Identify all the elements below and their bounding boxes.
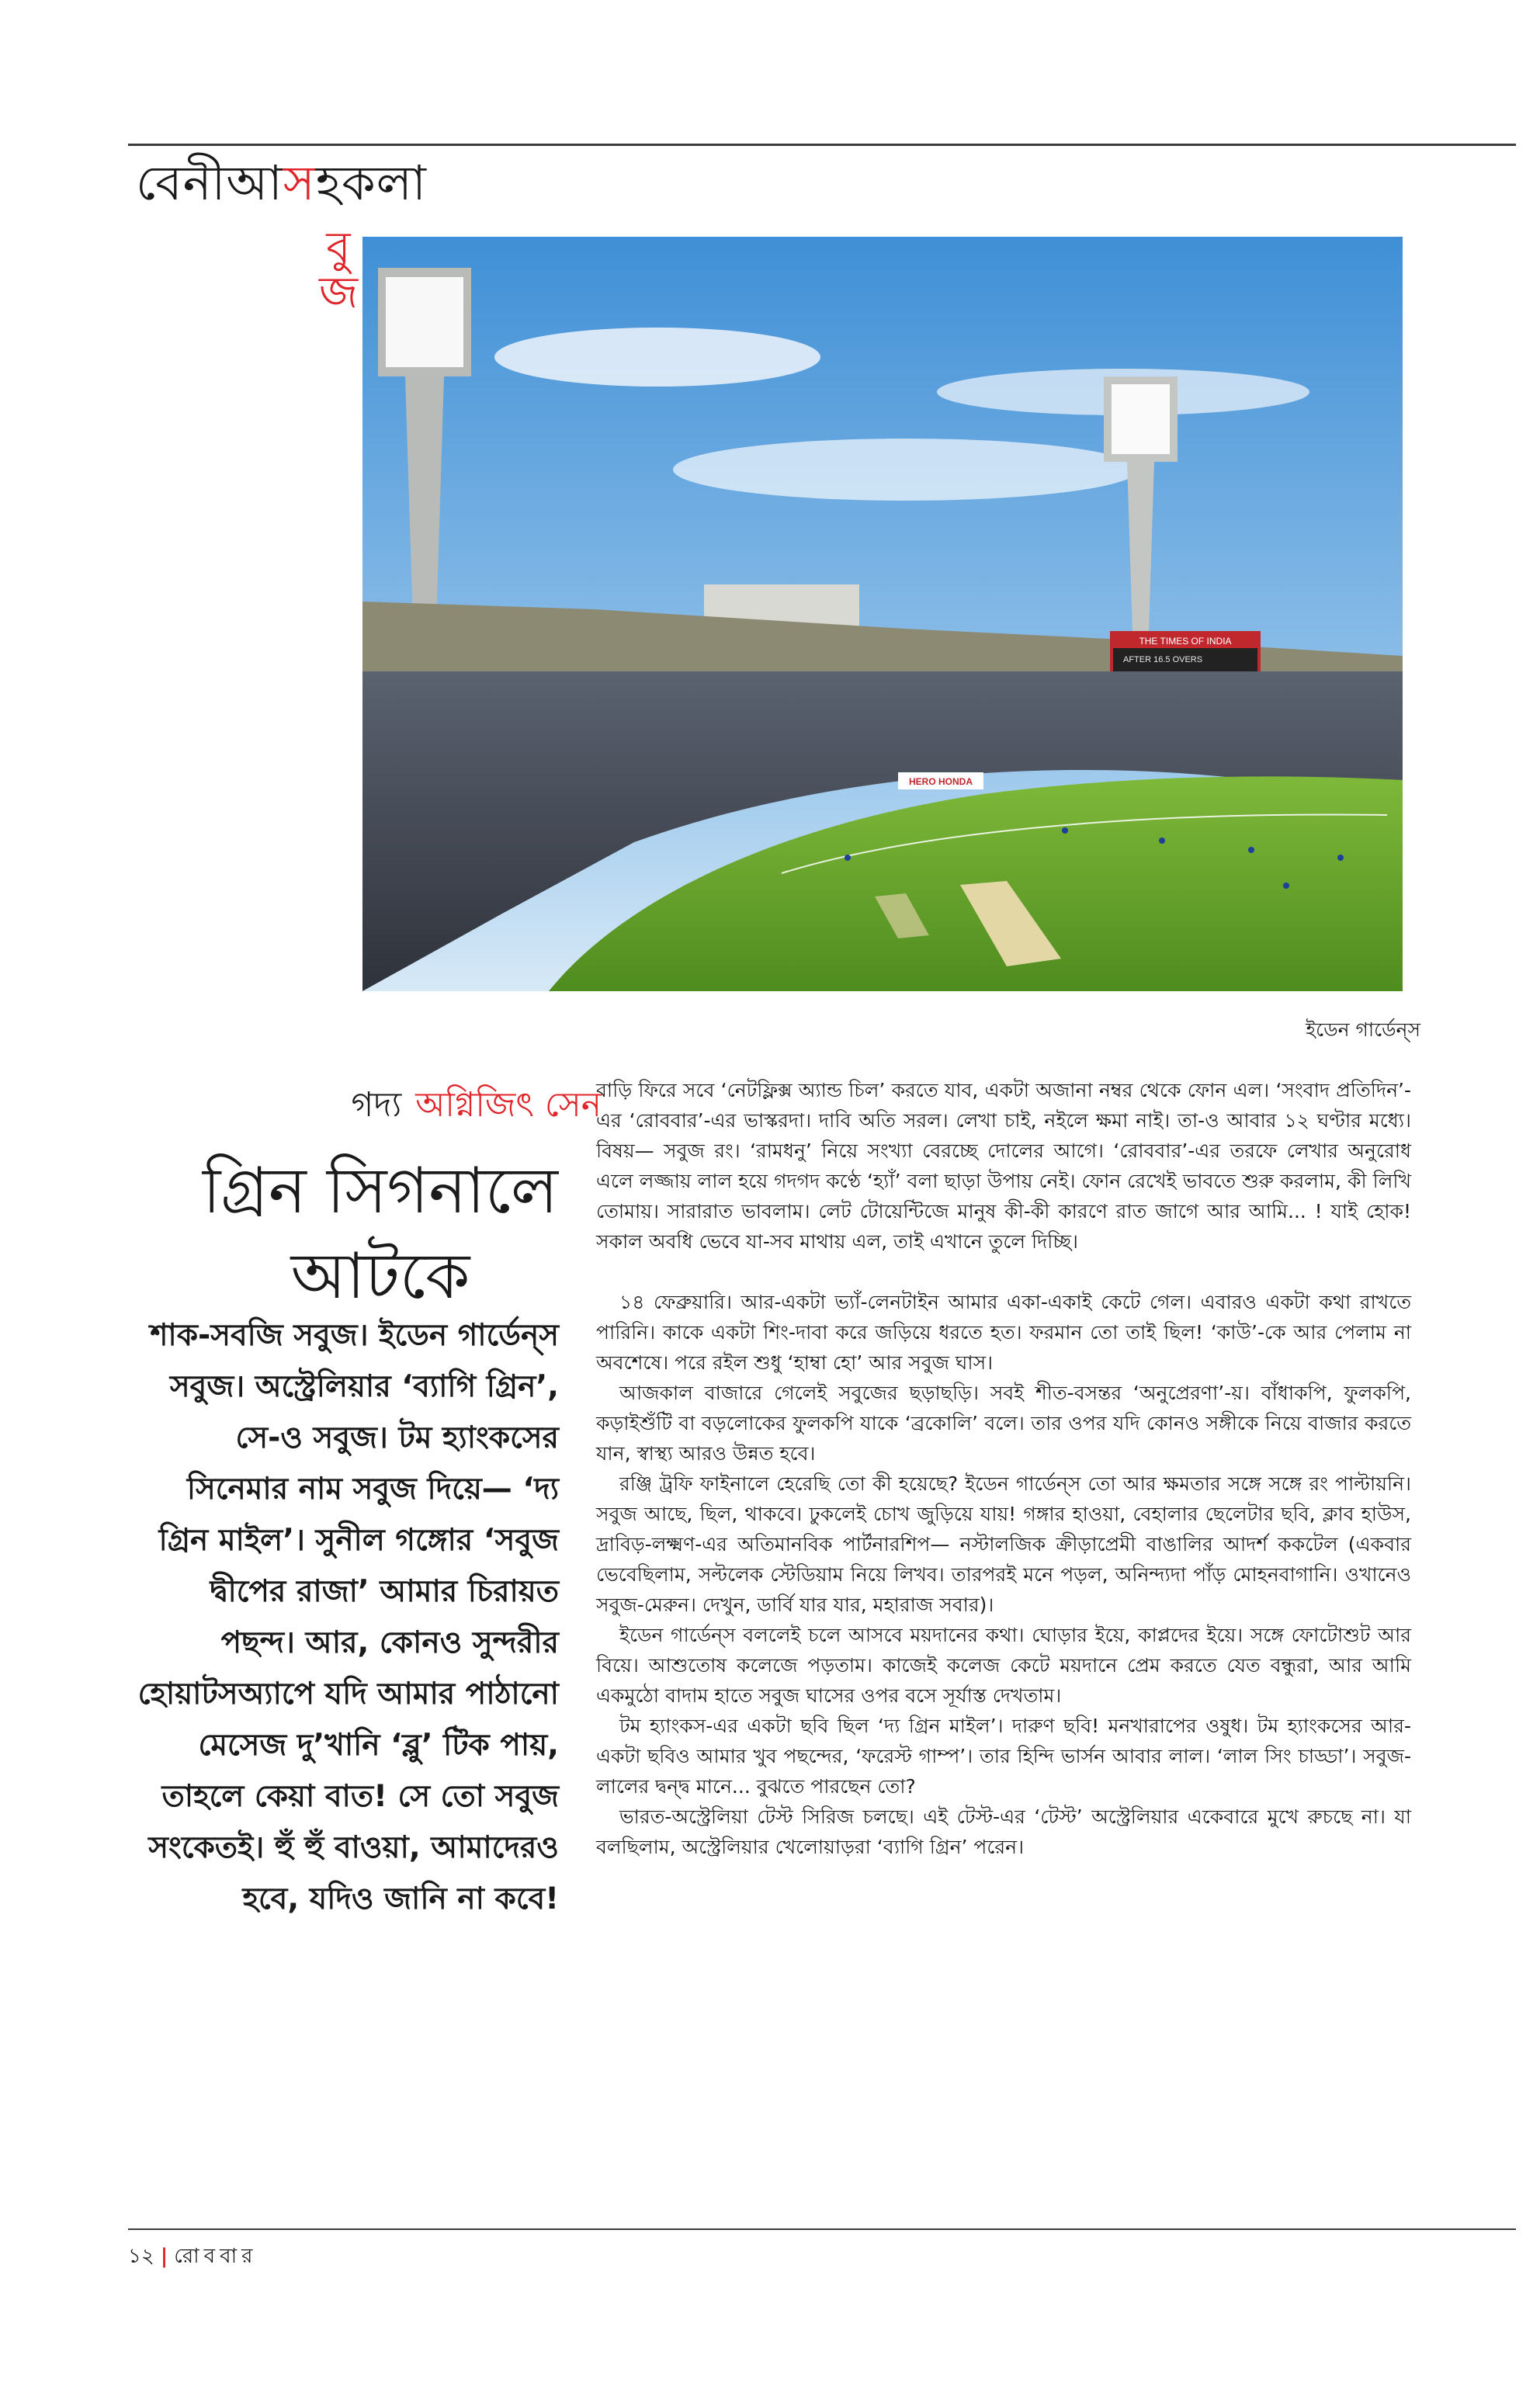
paragraph: রঞ্জি ট্রফি ফাইনালে হেরেছি তো কী হয়েছে? ইডেন গার্ডেন্‌স তো আর ক্ষমতার সঙ্গে সঙ্গে রং পাল্টায়নি। সবুজ আছে, ছিল, থাকবে। ঢুকলেই চোখ জুড়িয়ে যায়! গঙ্গার হাওয়া, বেহালার ছেলেটার ছবি, ক্লাব হাউস, দ্রাবিড়-লক্ষ্মণ-এর অতিমানবিক পার্টনারশিপ— নস্টালজিক ক্রীড়াপ্রেমী বাঙালির আদর্শ ককটেল (একবার ভেবেছিলাম, সল্টলেক স্টেডিয়াম নিয়ে লিখব। তারপরই মনে পড়ল, অনিন্দ্যদা পাঁড় মোহনবাগানি। ওখানেও সবুজ-মেরুন। দেখুন, ডার্বি যার যার, মহারাজ সবার)। [596, 1472, 1411, 1616]
paragraph: বাড়ি ফিরে সবে ‘নেটফ্লিক্স অ্যান্ড চিল’ করতে যাব, একটা অজানা নম্বর থেকে ফোন এল। ‘সংবাদ প্রতিদিন’-এর ‘রোববার’-এর ভাস্করদা। দাবি অতি সরল। লেখা চাই, নইলে ক্ষমা নাই। তা-ও আবার ১২ ঘণ্টার মধ্যে। বিষয়— সবুজ রং। ‘রামধনু’ নিয়ে সংখ্যা বেরচ্ছে দোলের আগে। ‘রোববার’-এর তরফে লেখার অনুরোধ এলে লজ্জায় লাল হয়ে গদগদ কণ্ঠে ‘হ্যাঁ’ বলা ছাড়া উপায় নেই। ফোন রেখেই ভাবতে শুরু করলাম, কী লিখি তোমায়। সারারাত ভাবলাম। লেট টোয়েন্টিজে মানুষ কী-কী কারণে রাত জাগে আর আমি... ! যাই হোক! সকাল অবধি ভেবে যা-সব মাথায় এল, তাই এখানে তুলে দিচ্ছি। [596, 1079, 1411, 1253]
page-footer [128, 2240, 257, 2274]
article-body [596, 1075, 1411, 1862]
accent-letter: বু [326, 223, 351, 273]
page-number: ১২ [128, 2245, 154, 2268]
hoarding-text: HERO HONDA [908, 776, 973, 787]
headline: গ্রিন সিগনালে আটকে [202, 1154, 559, 1313]
floodlight-left-lamps [386, 277, 463, 367]
paragraph: ইডেন গার্ডেন্‌স বললেই চলে আসবে ময়দানের কথা। ঘোড়ার ইয়ে, কাপ্লদের ইয়ে। সঙ্গে ফোটোশুট আর বিয়ে। আশুতোষ কলেজে পড়তাম। কাজেই কলেজ কেটে ময়দানে প্রেম করতে যেত বন্ধুরা, আর আমি একমুঠো বাদাম হাতে সবুজ ঘাসের ওপর বসে সূর্যাস্ত দেখতাম। [596, 1624, 1411, 1707]
top-rule [128, 144, 1516, 146]
paragraph: আজকাল বাজারে গেলেই সবুজের ছড়াছড়ি। সবই শীত-বসন্তর ‘অনুপ্রেরণা’-য়। বাঁধাকপি, ফুলকপি, কড়াইশুঁটি বা বড়লোকের ফুলকপি যাকে ‘ব্রকোলি’ বলে। তার ওপর যদি কোনও সঙ্গীকে নিয়ে বাজার করতে যান, স্বাস্থ্য আরও উন্নত হবে। [596, 1382, 1411, 1465]
pull-quote: শাক-সবজি সবুজ। ইডেন গার্ডেন্‌স সবুজ। অস্ট্রেলিয়ার ‘ব্যাগি গ্রিন’, সে-ও সবুজ। টম হ্যাংকসের সিনেমার নাম সবুজ দিয়ে— ‘দ্য গ্রিন মাইল’। সুনীল গঙ্গোর ‘সবুজ দ্বীপের রাজা’ আমার চিরায়ত পছন্দ। আর, কোনও সুন্দরীর হোয়াটসঅ্যাপে যদি আমার পাঠানো মেসেজ দু’খানি ‘ব্লু’ টিক পায়, তাহলে কেয়া বাত! সে তো সবুজ সংকেতই। হুঁ হুঁ বাওয়া, আমাদেরও হবে, যদিও জানি না কবে! [137, 1318, 559, 1916]
accent-letter: জ [318, 268, 359, 318]
photo-caption: ইডেন গার্ডেন্‌স [1306, 1018, 1420, 1041]
floodlight-right-lamps [1112, 384, 1170, 454]
section-title-start: বেনীআ [136, 154, 283, 211]
cloud-shape [494, 328, 820, 387]
bottom-rule [128, 2228, 1516, 2230]
footer-separator: | [160, 2245, 168, 2268]
scoreboard-line-text: AFTER 16.5 OVERS [1123, 655, 1203, 664]
paragraph: ভারত-অস্ট্রেলিয়া টেস্ট সিরিজ চলছে। এই টেস্ট-এর ‘টেস্ট’ অস্ট্রেলিয়ার একেবারে মুখে রুচছে না। যা বলছিলাম, অস্ট্রেলিয়ার খেলোয়াড়রা ‘ব্যাগি গ্রিন’ পরেন। [596, 1805, 1411, 1858]
cloud-shape [673, 439, 1139, 501]
section-title-accent: স [283, 154, 316, 211]
stadium-photo [362, 237, 1403, 991]
section-accent-stack [311, 223, 366, 318]
scoreboard-banner-text: THE TIMES OF INDIA [1139, 636, 1232, 647]
magazine-name: রোববার [174, 2245, 258, 2268]
byline [182, 1079, 602, 1136]
paragraph: টম হ্যাংকস-এর একটা ছবি ছিল ‘দ্য গ্রিন মাইল’। দারুণ ছবি! মনখারাপের ওষুধ। টম হ্যাংকসের আর-একটা ছবিও আমার খুব পছন্দের, ‘ফরেস্ট গাম্প’। তার হিন্দি ভার্সন আবার লাল। ‘লাল সিং চাড্ডা’। সবুজ-লালের দ্বন্দ্ব মানে... বুঝতে পারছেন তো? [596, 1715, 1411, 1798]
section-title-end: হকলা [315, 154, 427, 211]
byline-label: গদ্য [351, 1085, 402, 1125]
paragraph: ১৪ ফেব্রুয়ারি। আর-একটা ভ্যাঁ-লেনটাইন আমার একা-একাই কেটে গেল। এবারও একটা কথা রাখতে পারিনি। কাকে একটা শিং-দাবা করে জড়িয়ে ধরতে হত। ফরমান তো তাই ছিল! ‘কাউ’-কে আর পেলাম না অবশেষে। পরে রইল শুধু ‘হাম্বা হো’ আর সবুজ ঘাস। [596, 1291, 1411, 1374]
byline-author: অগ্নিজিৎ সেন [415, 1085, 602, 1125]
section-title [136, 154, 617, 211]
